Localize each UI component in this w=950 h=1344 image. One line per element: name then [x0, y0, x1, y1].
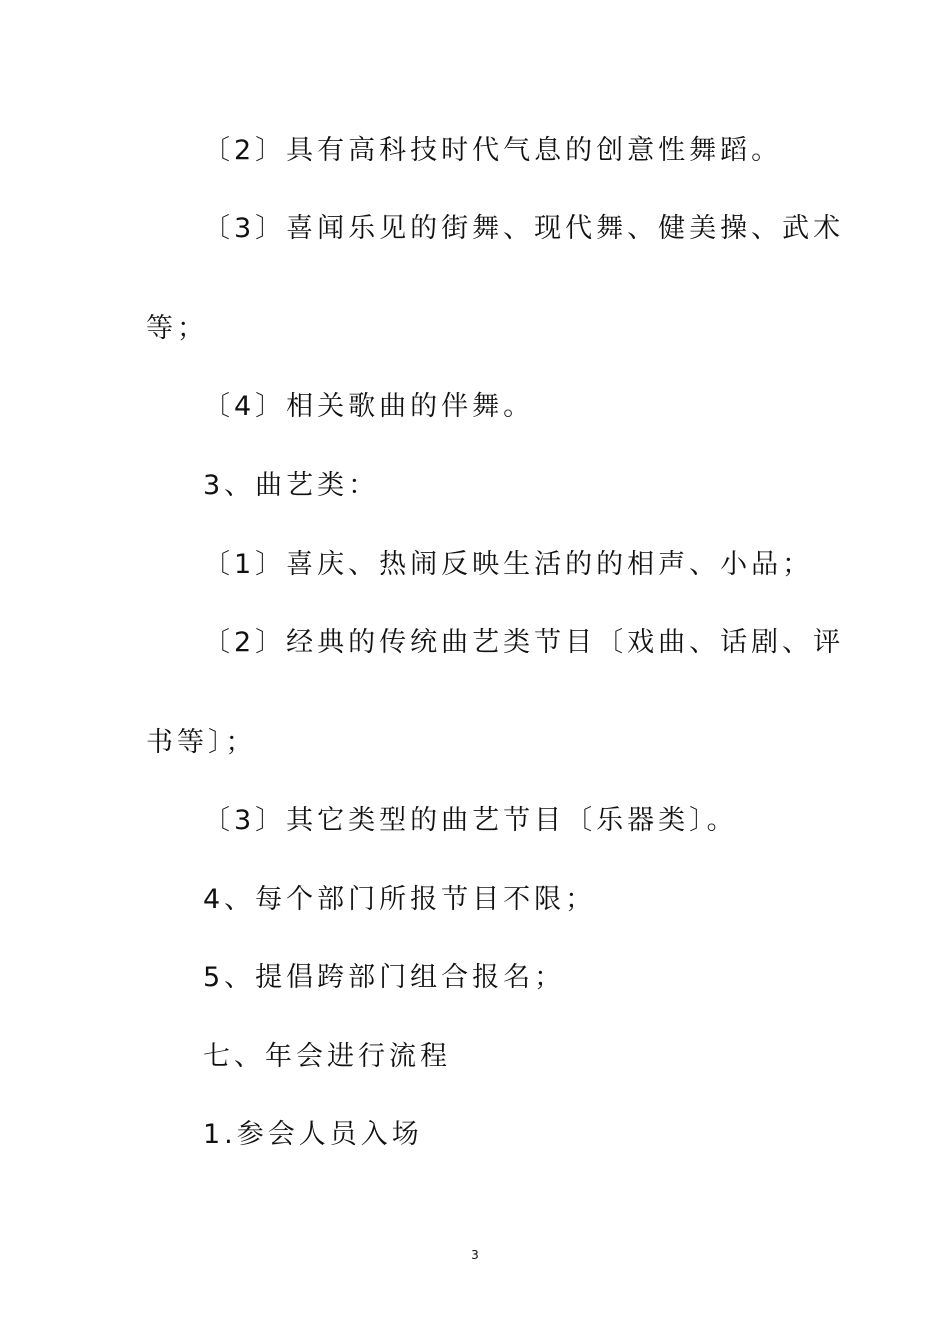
paragraph-line: 〔3〕其它类型的曲艺节目〔乐器类〕。	[203, 805, 738, 836]
section-heading: 七、年会进行流程	[203, 1041, 451, 1072]
paragraph-line: 4、每个部门所报节目不限；	[203, 884, 597, 915]
paragraph-line: 〔4〕相关歌曲的伴舞。	[203, 391, 535, 422]
paragraph-line: 1.参会人员入场	[203, 1119, 423, 1150]
page-number: 3	[471, 1248, 479, 1262]
paragraph-line: 〔1〕喜庆、热闹反映生活的的相声、小品；	[203, 549, 814, 580]
paragraph-line-continuation: 书等〕；	[146, 727, 257, 758]
paragraph-line-continuation: 等；	[146, 313, 208, 344]
paragraph-line: 5、提倡跨部门组合报名；	[203, 962, 566, 993]
paragraph-line: 〔3〕喜闻乐见的街舞、现代舞、健美操、武术	[203, 213, 845, 244]
paragraph-line: 〔2〕具有高科技时代气息的创意性舞蹈。	[203, 135, 783, 166]
section-heading: 3、曲艺类：	[203, 470, 380, 501]
paragraph-line: 〔2〕经典的传统曲艺类节目〔戏曲、话剧、评	[203, 627, 845, 658]
